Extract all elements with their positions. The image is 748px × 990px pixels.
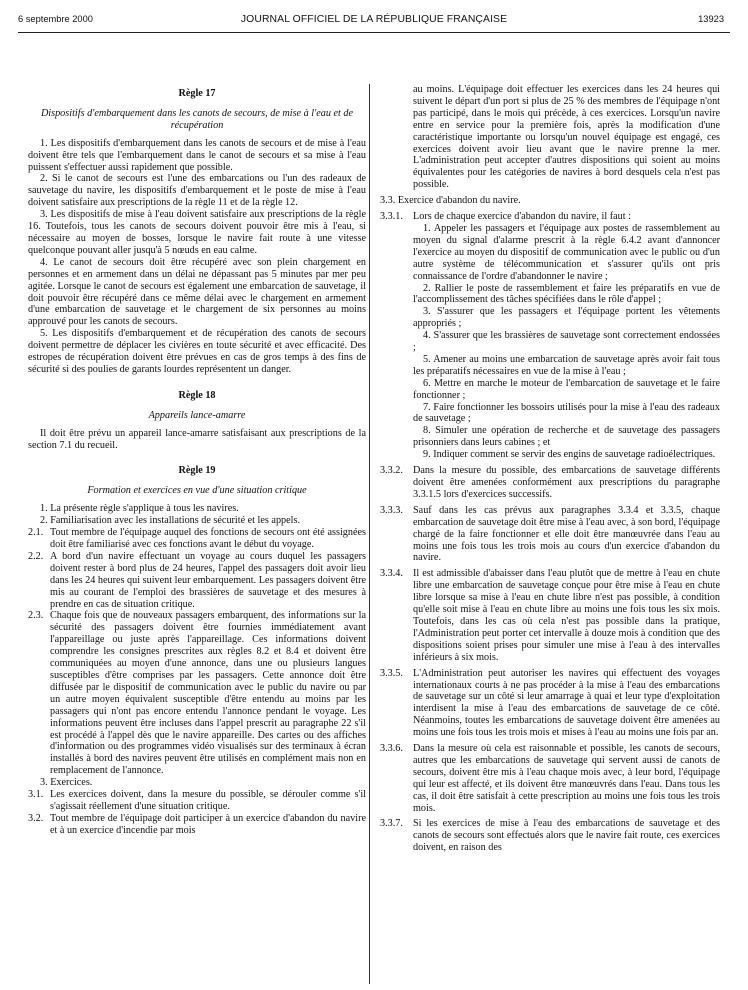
item-text: A bord d'un navire effectuant un voyage au cours duquel les passagers doivent rester à bord plus de 24 heures, l'appel des passagers doit avoir lieu dans les 24 heures qui suivent leur embarquement. Les passagers doivent être mis au courant de l'emploi des brassières de sauvetage et des mesures à prendre en cas de situation critique.	[50, 550, 366, 610]
list-item	[380, 465, 720, 501]
sub-item: 9. Indiquer comment se servir des engins de sauvetage radioélectriques.	[423, 449, 716, 461]
left-column	[28, 88, 366, 837]
sub-item: 8. Simuler une opération de recherche et de sauvetage des passagers prisonniers dans leurs cabines ; et	[413, 425, 720, 449]
item-number: 2.3.	[28, 610, 44, 622]
rule-19-para: 1. La présente règle s'applique à tous les navires.	[40, 503, 239, 515]
item-number: 2.2.	[28, 550, 44, 562]
item-text: Tout membre de l'équipage doit participer à un exercice d'abandon du navire et à un exercice d'incendie par mois	[50, 812, 366, 836]
header-date: 6 septembre 2000	[18, 14, 93, 24]
column-divider	[369, 84, 370, 984]
list-item	[28, 610, 366, 777]
sub-item: 3. S'assurer que les passagers et l'équipage portent les vêtements appropriés ;	[413, 306, 720, 330]
section-heading: 3.3. Exercice d'abandon du navire.	[380, 195, 521, 207]
sub-item: 6. Mettre en marche le moteur de l'embarcation de sauvetage et le faire fonctionner ;	[413, 377, 720, 401]
rule-18-para: Il doit être prévu un appareil lance-amarre satisfaisant aux prescriptions de la section 7.1 du recueil.	[28, 427, 366, 451]
rule-17-para: 3. Les dispositifs de mise à l'eau doivent satisfaire aux prescriptions de la règle 16. Toutefois, tous les canots de secours doivent pouvoir être mis à l'eau, si nécessaire au moyen de bosses, lorsque le navire fait route à une vitesse quelconque pouvant aller jusqu'à 5 nœuds en eau calme.	[28, 209, 366, 256]
list-item	[28, 527, 366, 551]
sub-item: 4. S'assurer que les brassières de sauvetage sont correctement endossées ;	[413, 330, 720, 354]
sub-item: 7. Faire fonctionner les bossoirs utilisés pour la mise à l'eau des radeaux de sauvetage ;	[413, 401, 720, 425]
list-item	[380, 568, 720, 663]
item-number: 3.3.3.	[380, 504, 403, 516]
right-column	[380, 84, 720, 854]
item-number: 3.2.	[28, 812, 44, 824]
item-text: Dans la mesure où cela est raisonnable et possible, les canots de secours, autres que les embarcations de sauvetage qui servent aussi de canots de secours, doivent être mis à l'eau chaque mois avec, à leur bord, l'équipage qui leur est affecté, et ils doivent être manœuvrés dans l'eau. Dans tous les cas, il doit être satisfait à cette prescription au moins une fois tous les trois mois.	[413, 743, 720, 814]
list-item	[380, 668, 720, 739]
rule-17-title: Règle 17	[178, 88, 216, 99]
item-text: Sauf dans les cas prévus aux paragraphes 3.3.4 et 3.3.5, chaque embarcation de sauvetage doit être mise à l'eau avec, à son bord, l'équipage chargé de la faire fonctionner et elle doit être manœuvrée dans l'eau au moins une fois tous les trois mois au cours d'un exercice d'abandon du navire.	[413, 504, 720, 564]
list-item	[380, 743, 720, 814]
item-text: Il est admissible d'abaisser dans l'eau plutôt que de mettre à l'eau en chute libre une embarcation de sauvetage conçue pour être mise à l'eau en chute libre lorsque sa mise à l'eau en chute libre n'est pas possible, à condition qu'elle soit mise à l'eau en chute libre au moins une fois tous les six mois. Toutefois, dans les cas où cela n'est pas possible dans la pratique, l'Administration peut porter cet intervalle à douze mois à condition que des dispositions soient prises pour simuler une mise à l'eau à des intervalles inférieurs à six mois.	[413, 568, 720, 663]
item-text: L'Administration peut autoriser les navires qui effectuent des voyages internationaux courts à ne pas procéder à la mise à l'eau des embarcations de sauvetage sur un côté si leur amarrage à quai et leur type d'exploitation interdisent la mise à l'eau des embarcations de sauvetage de ce côté. Néanmoins, toutes les embarcations de sauvetage doivent être amenées au moins une fois tous les trois mois et mises à l'eau au moins une fois par an.	[413, 667, 720, 739]
header-page-number: 13923	[698, 14, 724, 24]
item-text: Chaque fois que de nouveaux passagers embarquent, des informations sur la sécurité des passagers doivent être fournies immédiatement avant l'appareillage ou juste après l'appareillage. Ces informations doivent comprendre les consignes prescrites aux règles 8.2 et 8.4 et doivent être communiquées au moyen d'une annonce, dans une ou plusieurs langues susceptibles d'être comprises par les passagers. Cette annonce doit être diffusée par le dispositif de communication avec le public du navire ou par un autre moyen équivalent susceptible d'être entendu au moins par les passagers qui n'ont pas encore entendu l'annonce pendant le voyage. Les informations peuvent être incluses dans l'appel prescrit au paragraphe 22 s'il est procédé à l'appel dès que le navire appareille. Des cartes ou des affiches d'information ou des programmes vidéo visualisés sur des terminaux à écran installés à bord des navires peuvent être utilisés en complément mais non en remplacement de l'annonce.	[50, 610, 366, 777]
item-number: 2.1.	[28, 527, 44, 539]
page-header	[18, 14, 730, 28]
rule-17-para: 2. Si le canot de secours est l'une des embarcations ou l'un des radeaux de sauvetage du navire, les dispositifs d'embarquement et le poste de mise à l'eau doivent satisfaire aux prescriptions de la règle 11 et de la règle 12.	[28, 173, 366, 209]
item-text: Si les exercices de mise à l'eau des embarcations de sauvetage et des canots de secours sont effectués alors que le navire fait route, ces exercices doivent, en raison des	[413, 818, 720, 854]
rule-19-subtitle: Formation et exercices en vue d'une situation critique	[87, 485, 307, 497]
list-item	[380, 818, 720, 854]
rule-18-subtitle: Appareils lance-amarre	[148, 409, 246, 421]
sub-item: 2. Rallier le poste de rassemblement et faire les préparatifs en vue de l'accomplissement des tâches spécifiées dans le rôle d'appel ;	[413, 282, 720, 306]
list-item	[380, 505, 720, 565]
rule-17-para: 5. Les dispositifs d'embarquement et de récupération des canots de secours doivent permettre de déplacer les civières en toute sécurité et avec efficacité. Des estropes de récupération doivent être prévues en cas de gros temps à des fins de sécurité si des poulies de garants lourdes représentent un danger.	[28, 328, 366, 375]
rule-19-para: 2. Familiarisation avec les installations de sécurité et les appels.	[40, 515, 300, 527]
list-item	[380, 211, 720, 223]
continued-para: au moins. L'équipage doit effectuer les exercices dans les 24 heures qui suivent le départ d'un port si plus de 25 % des membres de l'équipage n'ont pas participé, dans le mois qui précède, à ces exercices. Lorsqu'un navire entre en service pour la première fois, après la modification d'une caractéristique importante ou lorsqu'un nouvel équipage est engagé, ces exercices doivent avoir lieu avant que le navire prenne la mer. L'administration peut accepter d'autres dispositions qui soient au moins équivalentes pour les catégories de navires à bord desquels cela n'est pas possible.	[413, 84, 720, 191]
item-text: Dans la mesure du possible, des embarcations de sauvetage différents doivent être amenées conformément aux prescriptions du paragraphe 3.3.1.5 lors d'exercices successifs.	[413, 465, 720, 500]
item-text: Lors de chaque exercice d'abandon du navire, il faut :	[413, 211, 631, 223]
item-number: 3.3.4.	[380, 568, 403, 580]
item-text: Tout membre de l'équipage auquel des fonctions de secours ont été assignées doit être familiarisé avec ces fonctions avant le début du voyage.	[50, 527, 366, 550]
item-number: 3.3.7.	[380, 818, 403, 830]
rule-17-subtitle: Dispositifs d'embarquement dans les canots de secours, de mise à l'eau et de récupération	[40, 107, 354, 131]
item-text: Les exercices doivent, dans la mesure du possible, se dérouler comme s'il s'agissait réellement d'une situation critique.	[50, 789, 366, 812]
sub-item: 1. Appeler les passagers et l'équipage aux postes de rassemblement au moyen du signal d'alarme prescrit à la règle 6.4.2 avant d'annoncer l'exercice au moyen du dispositif de communication avec le public ou d'un autre système de télécommunication et s'assurer qu'ils ont pris connaissance de l'ordre d'abandonner le navire ;	[413, 222, 720, 282]
rule-17-para: 1. Les dispositifs d'embarquement dans les canots de secours et de mise à l'eau doivent être tels que l'embarquement dans le canot de secours et sa mise à l'eau puissent s'effectuer aussi rapidement que possible.	[28, 137, 366, 173]
header-title: JOURNAL OFFICIEL DE LA RÉPUBLIQUE FRANÇAISE	[240, 14, 508, 25]
item-number: 3.3.2.	[380, 465, 403, 477]
rule-19-title: Règle 19	[178, 465, 216, 477]
rule-19-para: 3. Exercices.	[40, 777, 93, 789]
rule-18-title: Règle 18	[178, 389, 216, 401]
item-number: 3.3.1.	[380, 211, 403, 223]
item-number: 3.1.	[28, 789, 44, 801]
header-divider	[18, 32, 730, 33]
rule-17-para: 4. Le canot de secours doit être récupéré avec son plein chargement en personnes et en armement dans un délai ne dépassant pas 5 minutes par mer peu agitée. Lorsque le canot de secours est également une embarcation de sauvetage, il doit pouvoir être récupéré dans ce même délai avec le chargement en armement d'une embarcation de sauvetage et le chargement de six personnes au moins approuvé pour les canots de secours.	[28, 256, 366, 328]
list-item	[28, 551, 366, 611]
sub-item: 5. Amener au moins une embarcation de sauvetage après avoir fait tous les préparatifs nécessaires en vue de la mise à l'eau ;	[413, 353, 720, 377]
item-number: 3.3.6.	[380, 743, 403, 755]
list-item	[28, 789, 366, 813]
list-item	[28, 813, 366, 837]
item-number: 3.3.5.	[380, 667, 403, 679]
